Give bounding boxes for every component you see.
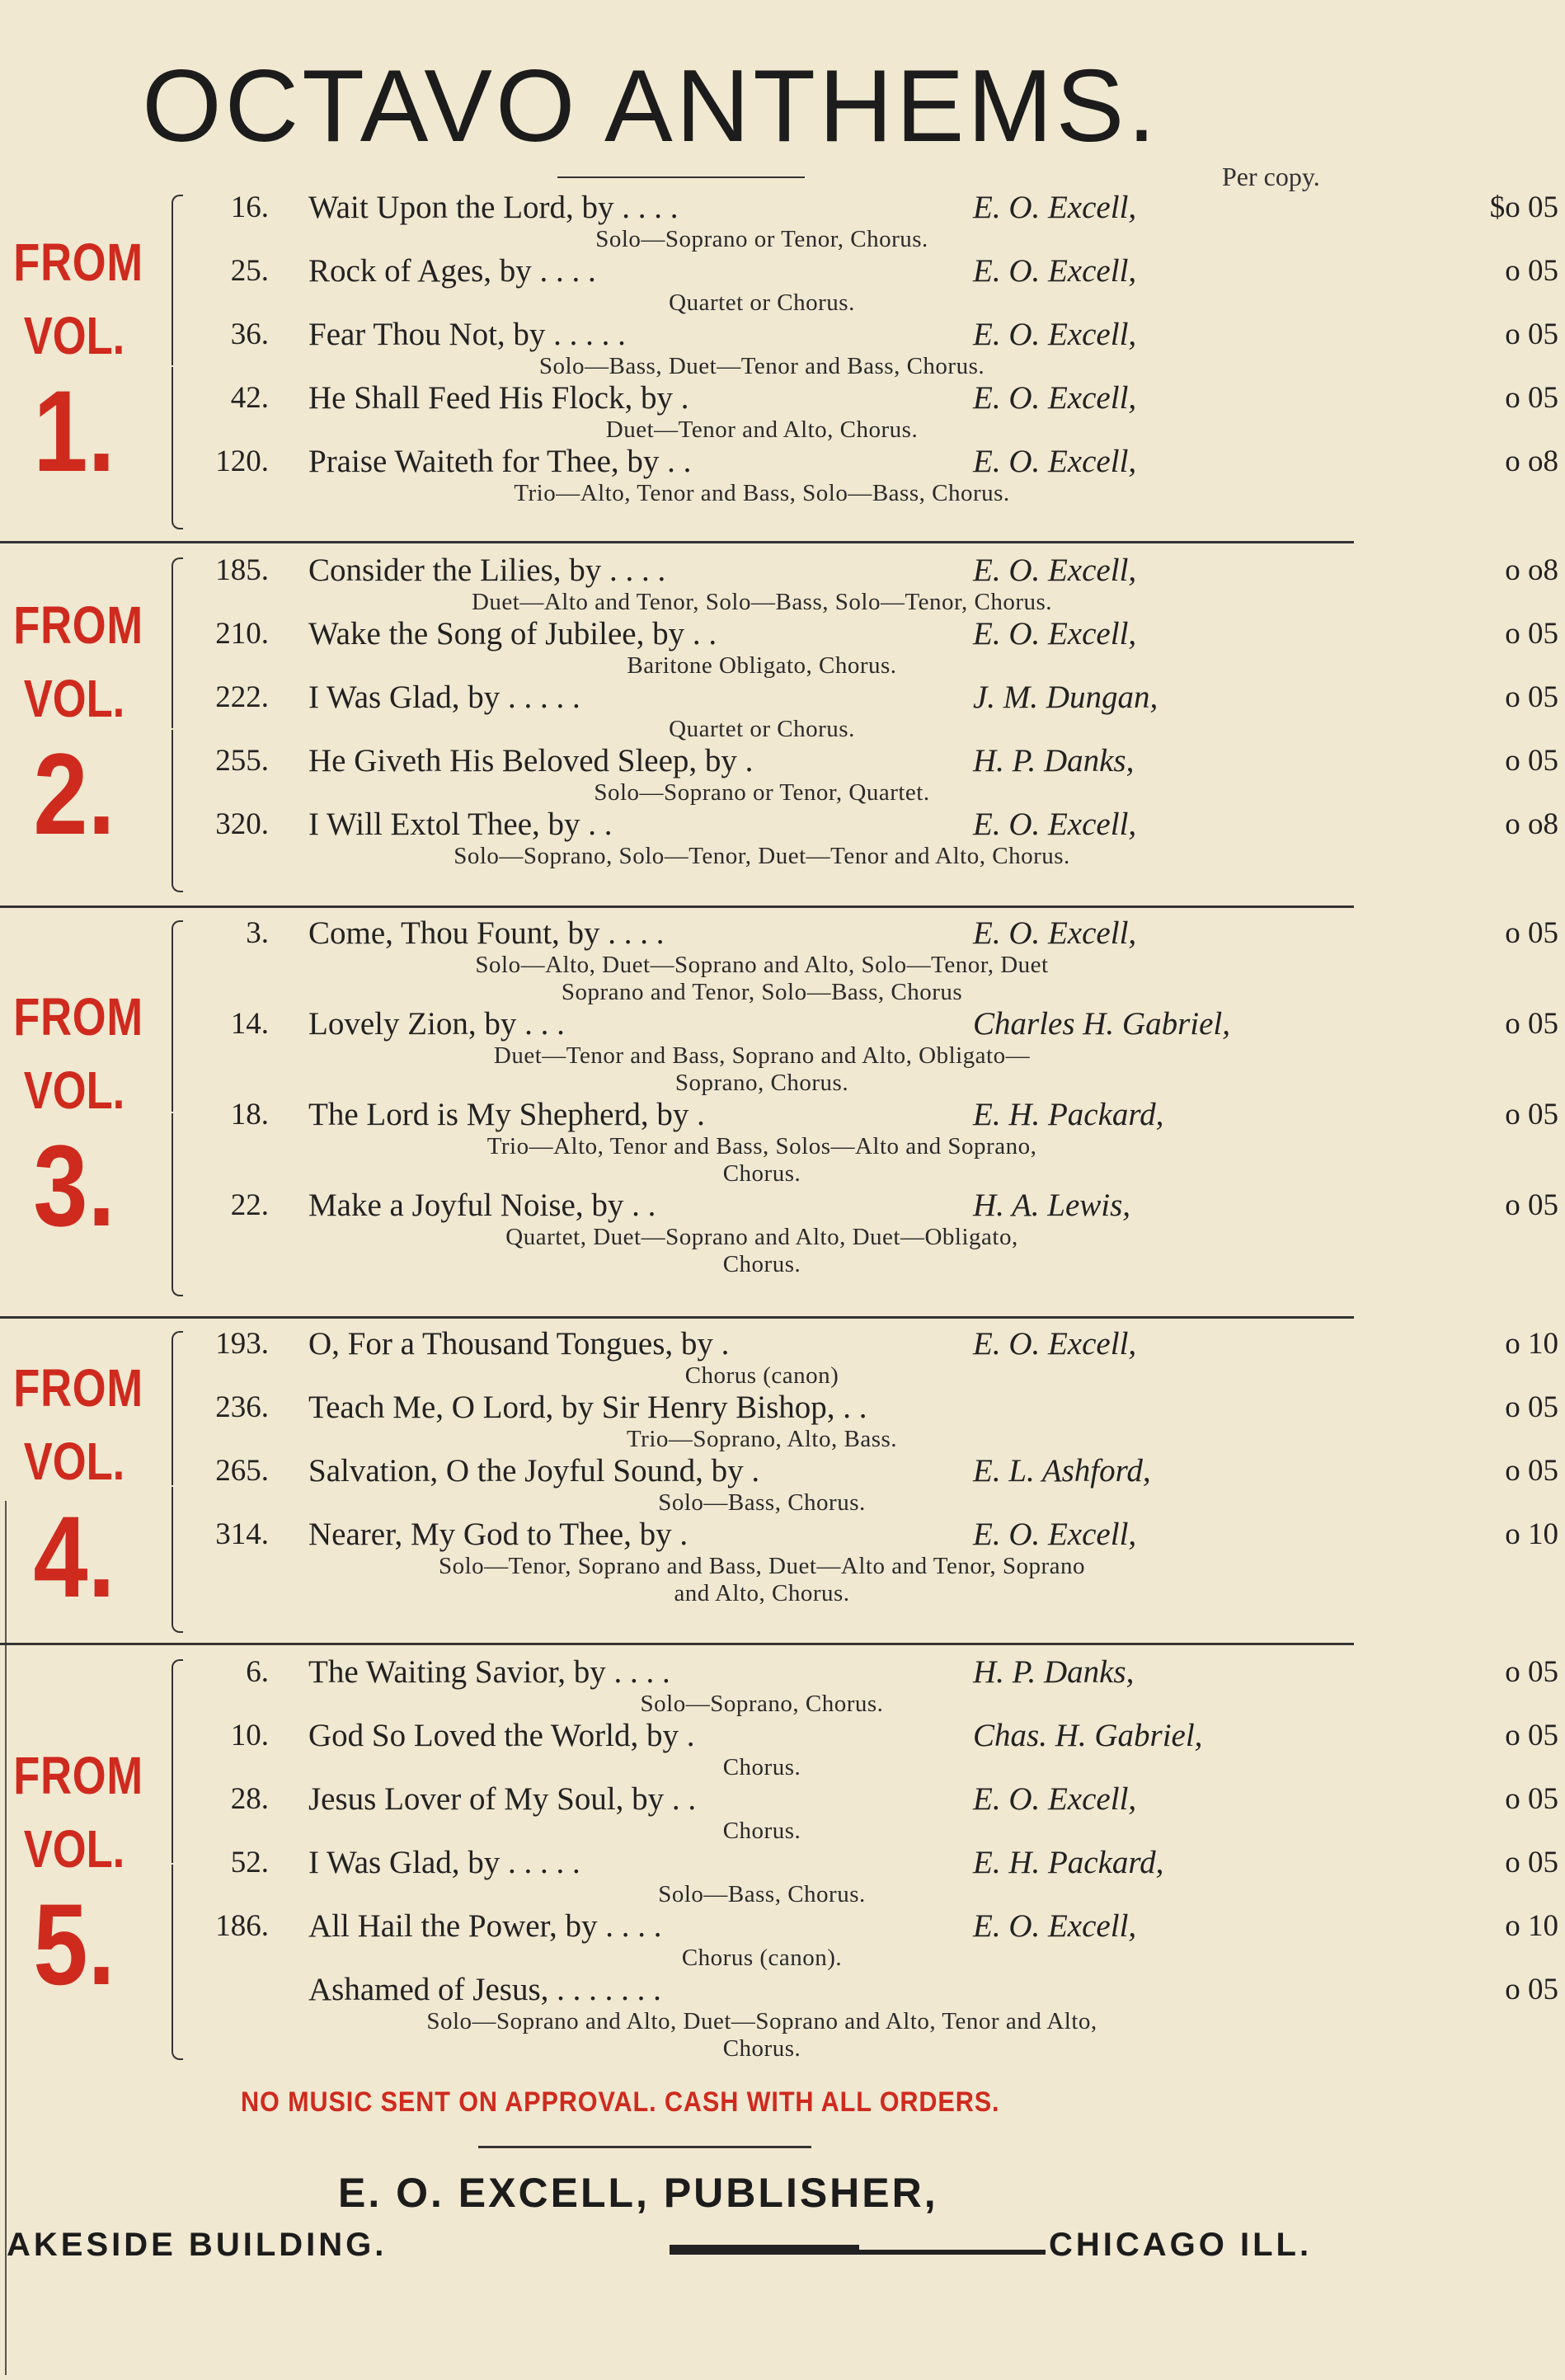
volume-label-1: [0, 231, 148, 496]
volume-vol-text: VOL.: [23, 1819, 125, 1879]
anthem-parts: Duet—Alto and Tenor, Solo—Bass, Solo—Tenor, Chorus.: [471, 589, 1053, 615]
anthem-title: Nearer, My God to Thee, by .: [308, 1517, 689, 1552]
anthem-number: 22.: [230, 1188, 269, 1222]
publisher-name: E. O. EXCELL, PUBLISHER,: [338, 2170, 938, 2216]
section-divider: [0, 905, 1354, 908]
per-copy-label: Per copy.: [1222, 162, 1320, 191]
volume-number: 2.: [33, 729, 115, 858]
volume-bracket-2: [165, 557, 181, 892]
anthem-number: 210.: [215, 617, 269, 651]
anthem-number: 28.: [230, 1782, 269, 1816]
anthem-parts: Baritone Obligato, Chorus.: [627, 652, 897, 679]
anthem-number: 320.: [215, 807, 269, 841]
anthem-parts: Solo—Soprano or Tenor, Chorus.: [595, 226, 928, 252]
anthem-number: 3.: [246, 916, 269, 950]
anthem-title: Wait Upon the Lord, by . . . .: [308, 190, 679, 225]
anthem-composer: Charles H. Gabriel,: [973, 1006, 1230, 1042]
anthem-parts: Chorus.: [722, 1160, 801, 1187]
anthem-composer: E. L. Ashford,: [973, 1453, 1151, 1489]
anthem-parts: Solo—Soprano and Alto, Duet—Soprano and Alto, Tenor and Alto,: [426, 2008, 1097, 2034]
anthem-title: Fear Thou Not, by . . . . .: [308, 317, 626, 352]
anthem-price: o 05: [1505, 744, 1558, 778]
anthem-price: o 05: [1505, 1390, 1558, 1424]
anthem-parts: Solo—Soprano, Chorus.: [640, 1691, 884, 1717]
volume-number: 3.: [33, 1121, 115, 1250]
anthem-parts: Quartet or Chorus.: [669, 716, 855, 742]
anthem-price: o 05: [1505, 1973, 1558, 2006]
anthem-parts: Chorus.: [722, 1754, 801, 1780]
order-notice: NO MUSIC SENT ON APPROVAL. CASH WITH ALL ORDERS.: [241, 2086, 1000, 2118]
volume-label-2: [0, 594, 148, 858]
volume-vol-text: VOL.: [23, 306, 125, 365]
anthem-parts: Chorus (canon): [684, 1362, 839, 1389]
anthem-composer: J. M. Dungan,: [973, 680, 1158, 715]
anthem-parts: Duet—Tenor and Alto, Chorus.: [605, 416, 919, 443]
volume-number: 5.: [33, 1879, 115, 2009]
anthem-title: Ashamed of Jesus, . . . . . . .: [308, 1972, 661, 2007]
anthem-price: o 05: [1505, 1782, 1558, 1816]
anthem-number: 255.: [215, 744, 269, 778]
page-title: OCTAVO ANTHEMS.: [142, 49, 1159, 163]
anthem-parts: Soprano, Chorus.: [674, 1070, 849, 1096]
title-rule: [557, 176, 805, 178]
section-divider: [0, 541, 1354, 543]
anthem-title: O, For a Thousand Tongues, by .: [308, 1326, 730, 1362]
volume-bracket-1: [165, 195, 181, 529]
anthem-number: 314.: [215, 1517, 269, 1551]
anthem-number: 6.: [246, 1655, 269, 1689]
anthem-price: o 10: [1505, 1517, 1558, 1551]
anthem-title: Wake the Song of Jubilee, by . .: [308, 616, 717, 651]
anthem-number: 193.: [215, 1327, 269, 1361]
anthem-number: 222.: [215, 680, 269, 714]
anthem-price: o 05: [1505, 254, 1558, 288]
anthem-parts: Quartet or Chorus.: [669, 289, 855, 316]
anthem-composer: E. O. Excell,: [973, 1781, 1137, 1817]
anthem-title: I Was Glad, by . . . . .: [308, 680, 580, 715]
anthem-price: o 05: [1505, 1655, 1558, 1689]
volume-bracket-3: [165, 920, 181, 1296]
address-city: CHICAGO ILL.: [1049, 2227, 1313, 2263]
anthem-composer: E. O. Excell,: [973, 380, 1137, 416]
volume-vol-text: VOL.: [23, 1432, 125, 1491]
volume-vol-text: VOL.: [23, 669, 125, 728]
anthem-composer: H. A. Lewis,: [973, 1188, 1131, 1223]
anthem-title: Lovely Zion, by . . .: [308, 1006, 565, 1042]
anthem-price: o 05: [1505, 1007, 1558, 1041]
anthem-composer: E. O. Excell,: [973, 915, 1137, 951]
anthem-parts: Chorus.: [722, 1818, 801, 1844]
address-building: AKESIDE BUILDING.: [7, 2227, 388, 2263]
anthem-parts: Chorus.: [722, 1251, 801, 1277]
anthem-number: 25.: [230, 254, 269, 288]
anthem-number: 265.: [215, 1454, 269, 1488]
anthem-number: 52.: [230, 1846, 269, 1879]
section-divider: [0, 1643, 1354, 1645]
anthem-price: o 05: [1505, 1454, 1558, 1488]
volume-label-3: [0, 985, 148, 1250]
anthem-parts: Solo—Bass, Chorus.: [658, 1881, 866, 1907]
anthem-price: o 05: [1505, 617, 1558, 651]
volume-label-4: [0, 1357, 148, 1621]
anthem-composer: E. O. Excell,: [973, 190, 1137, 225]
anthem-composer: E. O. Excell,: [973, 317, 1137, 352]
anthem-title: Rock of Ages, by . . . .: [308, 253, 596, 289]
anthem-parts: Trio—Soprano, Alto, Bass.: [626, 1426, 898, 1452]
anthem-price: o 10: [1505, 1327, 1558, 1361]
anthem-number: 186.: [215, 1909, 269, 1943]
anthem-parts: Chorus.: [722, 2035, 801, 2062]
anthem-parts: Soprano and Tenor, Solo—Bass, Chorus: [561, 979, 963, 1005]
anthem-number: 18.: [230, 1098, 269, 1131]
anthem-price: o 05: [1505, 916, 1558, 950]
anthem-composer: H. P. Danks,: [973, 1654, 1135, 1690]
anthem-price: o 05: [1505, 317, 1558, 351]
anthem-number: 10.: [230, 1719, 269, 1752]
volume-from-text: FROM: [13, 987, 143, 1047]
anthem-price: o 10: [1505, 1909, 1558, 1943]
anthem-parts: Solo—Bass, Chorus.: [658, 1489, 866, 1516]
section-divider: [0, 1316, 1354, 1319]
address-rule-thick: [670, 2245, 859, 2253]
anthem-title: All Hail the Power, by . . . .: [308, 1908, 662, 1944]
anthem-composer: E. O. Excell,: [973, 444, 1137, 479]
anthem-title: Salvation, O the Joyful Sound, by .: [308, 1453, 760, 1489]
anthem-composer: E. O. Excell,: [973, 616, 1137, 651]
anthem-title: I Will Extol Thee, by . .: [308, 807, 613, 842]
anthem-parts: Solo—Tenor, Soprano and Bass, Duet—Alto and Tenor, Soprano: [438, 1553, 1086, 1579]
anthem-price: o o8: [1505, 807, 1558, 841]
anthem-title: Teach Me, O Lord, by Sir Henry Bishop, . .: [308, 1390, 867, 1425]
volume-bracket-5: [165, 1659, 181, 2060]
anthem-composer: E. O. Excell,: [973, 553, 1137, 588]
anthem-composer: E. O. Excell,: [973, 1517, 1137, 1552]
anthem-composer: E. O. Excell,: [973, 1326, 1137, 1362]
anthem-title: I Was Glad, by . . . . .: [308, 1845, 580, 1880]
anthem-title: He Shall Feed His Flock, by .: [308, 380, 689, 416]
publisher-rule: [478, 2146, 811, 2148]
anthem-title: The Lord is My Shepherd, by .: [308, 1097, 705, 1132]
anthem-composer: H. P. Danks,: [973, 743, 1135, 778]
anthem-parts: Solo—Soprano, Solo—Tenor, Duet—Tenor and Alto, Chorus.: [454, 843, 1070, 869]
anthem-title: God So Loved the World, by .: [308, 1718, 695, 1753]
anthem-parts: Solo—Soprano or Tenor, Quartet.: [594, 779, 930, 806]
volume-number: 1.: [33, 366, 115, 496]
anthem-parts: Trio—Alto, Tenor and Bass, Solo—Bass, Chorus.: [514, 480, 1010, 506]
volume-number: 4.: [33, 1492, 115, 1621]
anthem-price: o 05: [1505, 1188, 1558, 1222]
anthem-composer: E. O. Excell,: [973, 1908, 1137, 1944]
volume-from-text: FROM: [13, 233, 143, 292]
volume-from-text: FROM: [13, 1746, 143, 1805]
anthem-title: Jesus Lover of My Soul, by . .: [308, 1781, 697, 1817]
anthem-composer: E. H. Packard,: [973, 1097, 1164, 1132]
anthem-parts: and Alto, Chorus.: [674, 1580, 850, 1606]
volume-bracket-4: [165, 1331, 181, 1633]
anthem-parts: Solo—Alto, Duet—Soprano and Alto, Solo—Tenor, Duet: [475, 952, 1049, 978]
anthem-number: 236.: [215, 1390, 269, 1424]
anthem-price: o o8: [1505, 444, 1558, 478]
anthem-composer: E. H. Packard,: [973, 1845, 1164, 1880]
anthem-title: The Waiting Savior, by . . . .: [308, 1654, 670, 1690]
anthem-number: 14.: [230, 1007, 269, 1041]
anthem-number: 185.: [215, 553, 269, 587]
anthem-price: o 05: [1505, 381, 1558, 415]
anthem-price: $o 05: [1489, 190, 1558, 224]
anthem-number: 16.: [230, 190, 269, 224]
anthem-number: 120.: [215, 444, 269, 478]
anthem-composer: Chas. H. Gabriel,: [973, 1718, 1203, 1753]
anthem-price: o 05: [1505, 1098, 1558, 1131]
anthem-price: o 05: [1505, 1846, 1558, 1879]
anthem-parts: Chorus (canon).: [681, 1945, 843, 1971]
anthem-title: He Giveth His Beloved Sleep, by .: [308, 743, 754, 778]
volume-from-text: FROM: [13, 595, 143, 655]
anthem-title: Make a Joyful Noise, by . .: [308, 1188, 656, 1223]
anthem-title: Consider the Lilies, by . . . .: [308, 553, 666, 588]
anthem-composer: E. O. Excell,: [973, 807, 1137, 842]
anthem-title: Come, Thou Fount, by . . . .: [308, 915, 665, 951]
anthem-parts: Solo—Bass, Duet—Tenor and Bass, Chorus.: [538, 353, 985, 379]
anthem-price: o 05: [1505, 1719, 1558, 1752]
anthem-parts: Duet—Tenor and Bass, Soprano and Alto, Obligato—: [493, 1042, 1031, 1069]
anthem-price: o o8: [1505, 553, 1558, 587]
anthem-number: 42.: [230, 381, 269, 415]
anthem-composer: E. O. Excell,: [973, 253, 1137, 289]
anthem-number: 36.: [230, 317, 269, 351]
anthem-parts: Trio—Alto, Tenor and Bass, Solos—Alto and Soprano,: [486, 1133, 1037, 1159]
anthem-parts: Quartet, Duet—Soprano and Alto, Duet—Obligato,: [505, 1224, 1018, 1250]
anthem-price: o 05: [1505, 680, 1558, 714]
anthem-title: Praise Waiteth for Thee, by . .: [308, 444, 692, 479]
volume-from-text: FROM: [13, 1358, 143, 1418]
volume-vol-text: VOL.: [23, 1061, 125, 1120]
volume-label-5: [0, 1744, 148, 2009]
